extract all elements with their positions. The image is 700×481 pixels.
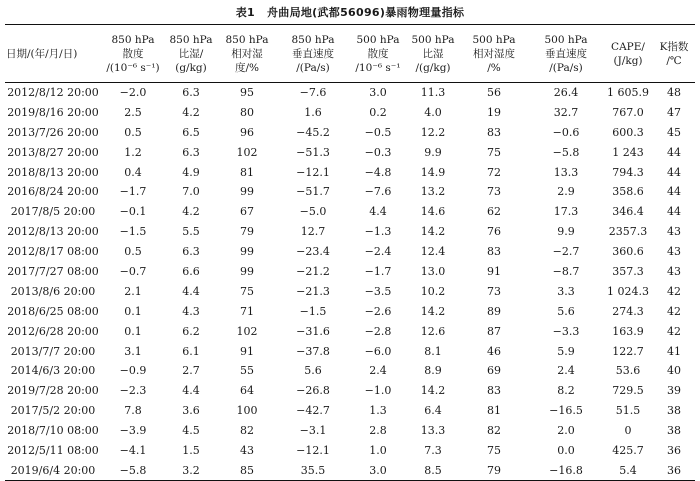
cell-850-vertical-velocity: −26.8 xyxy=(296,384,330,398)
cell-500-divergence: 3.0 xyxy=(349,460,407,480)
cell-500-vertical-velocity: 0.0 xyxy=(557,443,575,457)
cell-500-divergence: −7.6 xyxy=(364,185,392,199)
cell-850-divergence: −0.1 xyxy=(119,205,147,219)
cell-500-relative-humidity: 89 xyxy=(487,304,501,318)
cell-850-relative-humidity: 43 xyxy=(240,443,254,457)
cell-500-divergence: −1.3 xyxy=(364,225,392,239)
cell-850-relative-humidity: 64 xyxy=(240,384,254,398)
cell-850-divergence: −4.1 xyxy=(119,443,147,457)
cell-500-relative-humidity: 82 xyxy=(487,424,501,438)
cell-cape: 274.3 xyxy=(612,304,644,318)
cell-cape: 163.9 xyxy=(612,324,644,338)
cell-500-divergence: 1.0 xyxy=(369,443,387,457)
cell-500-relative-humidity: 73 xyxy=(487,185,501,199)
cell-850-specific-humidity: 2.7 xyxy=(182,364,200,378)
cell-850-vertical-velocity: 35.5 xyxy=(277,460,349,480)
cell-cape: 0 xyxy=(624,424,632,438)
cell-cape: 346.4 xyxy=(612,205,644,219)
cell-date: 2013/8/6 20:00 xyxy=(10,284,96,298)
cell-500-divergence: −2.4 xyxy=(364,245,392,259)
cell-500-vertical-velocity: 17.3 xyxy=(553,205,579,219)
table-row xyxy=(5,242,695,262)
cell-850-divergence: 0.1 xyxy=(124,304,142,318)
cell-850-relative-humidity: 55 xyxy=(240,364,254,378)
cell-850-relative-humidity: 99 xyxy=(240,245,254,259)
cell-500-relative-humidity: 46 xyxy=(487,344,501,358)
cell-850-divergence: −1.5 xyxy=(119,225,147,239)
cell-500-divergence: 2.8 xyxy=(369,424,387,438)
cell-850-specific-humidity: 6.6 xyxy=(182,264,200,278)
header-line: /(g/kg) xyxy=(415,61,451,74)
cell-k-index: 38 xyxy=(667,404,681,418)
cell-850-relative-humidity: 91 xyxy=(240,344,254,358)
header-850-divergence xyxy=(101,25,165,83)
cell-k-index: 44 xyxy=(667,205,681,219)
header-line: 度/% xyxy=(234,61,259,74)
cell-850-relative-humidity: 95 xyxy=(240,86,254,100)
cell-date: 2017/8/5 20:00 xyxy=(10,205,96,219)
cell-500-vertical-velocity: 9.9 xyxy=(557,225,575,239)
header-500-relative-humidity xyxy=(459,25,529,83)
cell-k-index: 44 xyxy=(667,185,681,199)
cell-850-specific-humidity: 4.2 xyxy=(182,205,200,219)
header-line: 日期/(年/月/日) xyxy=(6,47,78,60)
indicator-table xyxy=(5,24,695,481)
cell-500-vertical-velocity: 5.9 xyxy=(557,344,575,358)
cell-500-vertical-velocity: 13.3 xyxy=(553,165,579,179)
cell-k-index: 36 xyxy=(653,460,695,480)
cell-k-index: 48 xyxy=(667,86,681,100)
cell-500-relative-humidity: 76 xyxy=(487,225,501,239)
cell-850-divergence: 3.1 xyxy=(124,344,142,358)
cell-k-index: 42 xyxy=(667,284,681,298)
cell-500-vertical-velocity: 32.7 xyxy=(553,105,579,119)
cell-500-specific-humidity: 8.1 xyxy=(424,344,442,358)
header-line: 比湿 xyxy=(422,47,444,60)
cell-850-vertical-velocity: −7.6 xyxy=(299,86,327,100)
cell-date: 2017/7/27 08:00 xyxy=(7,264,99,278)
cell-850-divergence: 0.1 xyxy=(124,324,142,338)
cell-date: 2017/5/2 20:00 xyxy=(10,404,96,418)
cell-500-vertical-velocity: 2.0 xyxy=(557,424,575,438)
table-title: 舟曲局地(武都56096)暴雨物理量指标 xyxy=(266,6,465,19)
header-850-vertical-velocity xyxy=(277,25,349,83)
cell-k-index: 44 xyxy=(667,165,681,179)
cell-850-vertical-velocity: −45.2 xyxy=(296,125,330,139)
table-row xyxy=(5,321,695,341)
header-line: 850 hPa xyxy=(169,33,213,46)
cell-850-relative-humidity: 75 xyxy=(240,284,254,298)
cell-cape: 729.5 xyxy=(612,384,644,398)
cell-850-specific-humidity: 4.4 xyxy=(182,284,200,298)
header-line: 比湿/ xyxy=(178,47,204,60)
cell-500-relative-humidity: 87 xyxy=(487,324,501,338)
header-line: 垂直速度 xyxy=(545,47,587,60)
header-line: K指数 xyxy=(659,40,689,53)
header-line: 相对湿 xyxy=(231,47,263,60)
cell-850-divergence: 7.8 xyxy=(124,404,142,418)
cell-500-specific-humidity: 14.9 xyxy=(420,165,446,179)
cell-500-vertical-velocity: −16.5 xyxy=(549,404,583,418)
cell-850-specific-humidity: 4.2 xyxy=(182,105,200,119)
cell-500-relative-humidity: 75 xyxy=(487,443,501,457)
cell-500-relative-humidity: 83 xyxy=(487,125,501,139)
table-row xyxy=(5,361,695,381)
cell-850-vertical-velocity: −31.6 xyxy=(296,324,330,338)
cell-500-vertical-velocity: 2.9 xyxy=(557,185,575,199)
cell-850-relative-humidity: 67 xyxy=(240,205,254,219)
cell-500-specific-humidity: 14.6 xyxy=(420,205,446,219)
cell-500-relative-humidity: 83 xyxy=(487,245,501,259)
cell-date: 2012/5/11 08:00 xyxy=(7,443,99,457)
table-row xyxy=(5,122,695,142)
cell-850-vertical-velocity: −3.1 xyxy=(299,424,327,438)
cell-850-vertical-velocity: −12.1 xyxy=(296,443,330,457)
cell-850-vertical-velocity: −37.8 xyxy=(296,344,330,358)
cell-500-vertical-velocity: −8.7 xyxy=(552,264,580,278)
header-line: 散度 xyxy=(367,47,389,60)
cell-cape: 5.4 xyxy=(603,460,653,480)
cell-500-divergence: 1.3 xyxy=(369,404,387,418)
cell-500-vertical-velocity: −16.8 xyxy=(529,460,603,480)
cell-500-divergence: −1.0 xyxy=(364,384,392,398)
table-row xyxy=(5,441,695,461)
cell-k-index: 44 xyxy=(667,145,681,159)
cell-850-divergence: −3.9 xyxy=(119,424,147,438)
cell-850-relative-humidity: 100 xyxy=(236,404,258,418)
cell-850-specific-humidity: 6.3 xyxy=(182,86,200,100)
cell-850-divergence: 0.5 xyxy=(124,245,142,259)
cell-850-specific-humidity: 6.3 xyxy=(182,245,200,259)
cell-date: 2012/8/12 20:00 xyxy=(7,86,99,100)
cell-850-vertical-velocity: −21.3 xyxy=(296,284,330,298)
cell-850-divergence: −2.3 xyxy=(119,384,147,398)
cell-500-specific-humidity: 8.9 xyxy=(424,364,442,378)
cell-500-specific-humidity: 13.3 xyxy=(420,424,446,438)
cell-500-specific-humidity: 6.4 xyxy=(424,404,442,418)
header-line: 500 hPa xyxy=(356,33,400,46)
table-row xyxy=(5,460,695,480)
cell-500-specific-humidity: 14.2 xyxy=(420,304,446,318)
header-line: /10⁻⁶ s⁻¹ xyxy=(355,61,401,74)
cell-cape: 53.6 xyxy=(615,364,641,378)
cell-500-specific-humidity: 12.6 xyxy=(420,324,446,338)
cell-cape: 357.3 xyxy=(612,264,644,278)
header-line: CAPE/ xyxy=(611,40,645,53)
table-row xyxy=(5,262,695,282)
cell-500-specific-humidity: 8.5 xyxy=(407,460,459,480)
cell-500-relative-humidity: 56 xyxy=(487,86,501,100)
cell-cape: 358.6 xyxy=(612,185,644,199)
cell-850-specific-humidity: 6.2 xyxy=(182,324,200,338)
table-row xyxy=(5,182,695,202)
cell-cape: 51.5 xyxy=(615,404,641,418)
table-row xyxy=(5,102,695,122)
cell-850-divergence: 1.2 xyxy=(124,145,142,159)
cell-500-relative-humidity: 91 xyxy=(487,264,501,278)
header-line: 500 hPa xyxy=(411,33,455,46)
cell-date: 2019/8/16 20:00 xyxy=(7,105,99,119)
cell-k-index: 45 xyxy=(667,125,681,139)
cell-850-relative-humidity: 99 xyxy=(240,185,254,199)
table-row xyxy=(5,162,695,182)
table-row xyxy=(5,83,695,103)
table-row xyxy=(5,381,695,401)
table-row xyxy=(5,401,695,421)
cell-850-specific-humidity: 1.5 xyxy=(182,443,200,457)
cell-500-divergence: 2.4 xyxy=(369,364,387,378)
table-row xyxy=(5,202,695,222)
cell-850-specific-humidity: 6.1 xyxy=(182,344,200,358)
header-line: /(10⁻⁶ s⁻¹) xyxy=(106,61,160,74)
cell-850-divergence: −0.7 xyxy=(119,264,147,278)
cell-850-relative-humidity: 102 xyxy=(236,145,258,159)
cell-850-relative-humidity: 80 xyxy=(240,105,254,119)
table-row xyxy=(5,421,695,441)
cell-850-relative-humidity: 79 xyxy=(240,225,254,239)
cell-date: 2013/7/26 20:00 xyxy=(7,125,99,139)
cell-500-relative-humidity: 79 xyxy=(459,460,529,480)
cell-850-specific-humidity: 5.5 xyxy=(182,225,200,239)
cell-500-specific-humidity: 11.3 xyxy=(420,86,446,100)
header-line: 垂直速度 xyxy=(292,47,334,60)
table-caption xyxy=(5,4,695,22)
cell-date: 2018/7/10 08:00 xyxy=(7,424,99,438)
header-line: (g/kg) xyxy=(175,61,207,74)
cell-500-divergence: 3.0 xyxy=(369,86,387,100)
cell-500-vertical-velocity: 3.3 xyxy=(557,284,575,298)
cell-500-vertical-velocity: −0.6 xyxy=(552,125,580,139)
cell-k-index: 43 xyxy=(667,245,681,259)
header-line: 500 hPa xyxy=(472,33,516,46)
cell-500-divergence: −6.0 xyxy=(364,344,392,358)
cell-500-vertical-velocity: −2.7 xyxy=(552,245,580,259)
header-k-index xyxy=(653,25,695,83)
table-row xyxy=(5,341,695,361)
cell-850-specific-humidity: 4.9 xyxy=(182,165,200,179)
cell-date: 2012/8/13 20:00 xyxy=(7,225,99,239)
cell-k-index: 41 xyxy=(667,344,681,358)
cell-500-relative-humidity: 83 xyxy=(487,384,501,398)
cell-500-vertical-velocity: 26.4 xyxy=(553,86,579,100)
header-line: 850 hPa xyxy=(111,33,155,46)
cell-850-vertical-velocity: −23.4 xyxy=(296,245,330,259)
cell-500-relative-humidity: 72 xyxy=(487,165,501,179)
cell-cape: 360.6 xyxy=(612,245,644,259)
cell-850-divergence: −0.9 xyxy=(119,364,147,378)
cell-500-divergence: −0.3 xyxy=(364,145,392,159)
cell-850-divergence: 0.4 xyxy=(124,165,142,179)
cell-500-relative-humidity: 69 xyxy=(487,364,501,378)
cell-850-vertical-velocity: −5.0 xyxy=(299,205,327,219)
cell-500-vertical-velocity: 8.2 xyxy=(557,384,575,398)
cell-k-index: 40 xyxy=(667,364,681,378)
cell-k-index: 38 xyxy=(667,424,681,438)
header-500-divergence xyxy=(349,25,407,83)
cell-500-divergence: −1.7 xyxy=(364,264,392,278)
header-date xyxy=(5,25,101,83)
header-line: (J/kg) xyxy=(613,54,643,67)
table-row xyxy=(5,281,695,301)
table-row xyxy=(5,301,695,321)
cell-500-divergence: 4.4 xyxy=(369,205,387,219)
cell-500-vertical-velocity: −3.3 xyxy=(552,324,580,338)
cell-date: 2014/6/3 20:00 xyxy=(10,364,96,378)
cell-500-vertical-velocity: 2.4 xyxy=(557,364,575,378)
cell-cape: 2357.3 xyxy=(608,225,648,239)
cell-cape: 1 024.3 xyxy=(607,284,649,298)
cell-850-divergence: 2.5 xyxy=(124,105,142,119)
cell-date: 2019/6/4 20:00 xyxy=(5,460,101,480)
cell-date: 2012/8/17 08:00 xyxy=(7,245,99,259)
cell-k-index: 43 xyxy=(667,264,681,278)
header-cape xyxy=(603,25,653,83)
cell-k-index: 43 xyxy=(667,225,681,239)
header-line: 850 hPa xyxy=(291,33,335,46)
cell-850-vertical-velocity: 12.7 xyxy=(300,225,326,239)
cell-500-specific-humidity: 9.9 xyxy=(424,145,442,159)
cell-500-relative-humidity: 62 xyxy=(487,205,501,219)
header-line: /% xyxy=(487,61,501,74)
header-line: 相对湿度 xyxy=(473,47,515,60)
table-header-row xyxy=(5,25,695,83)
cell-850-relative-humidity: 96 xyxy=(240,125,254,139)
cell-850-relative-humidity: 99 xyxy=(240,264,254,278)
cell-850-divergence: −1.7 xyxy=(119,185,147,199)
cell-k-index: 42 xyxy=(667,304,681,318)
table-body xyxy=(5,83,695,481)
cell-500-specific-humidity: 12.2 xyxy=(420,125,446,139)
cell-500-relative-humidity: 19 xyxy=(487,105,501,119)
cell-500-specific-humidity: 4.0 xyxy=(424,105,442,119)
cell-500-divergence: −4.8 xyxy=(364,165,392,179)
cell-date: 2012/6/28 20:00 xyxy=(7,324,99,338)
cell-850-specific-humidity: 4.5 xyxy=(182,424,200,438)
table-row xyxy=(5,142,695,162)
cell-500-relative-humidity: 73 xyxy=(487,284,501,298)
cell-cape: 600.3 xyxy=(612,125,644,139)
header-line: /℃ xyxy=(666,54,682,67)
table-row xyxy=(5,222,695,242)
header-line: /(Pa/s) xyxy=(549,61,583,74)
cell-850-relative-humidity: 102 xyxy=(236,324,258,338)
cell-cape: 794.3 xyxy=(612,165,644,179)
cell-500-specific-humidity: 14.2 xyxy=(420,225,446,239)
cell-500-divergence: −2.6 xyxy=(364,304,392,318)
cell-850-vertical-velocity: −12.1 xyxy=(296,165,330,179)
cell-850-specific-humidity: 4.3 xyxy=(182,304,200,318)
cell-850-divergence: 0.5 xyxy=(124,125,142,139)
cell-date: 2018/8/13 20:00 xyxy=(7,165,99,179)
cell-k-index: 42 xyxy=(667,324,681,338)
header-line: /(Pa/s) xyxy=(296,61,330,74)
cell-date: 2013/7/7 20:00 xyxy=(10,344,96,358)
header-line: 500 hPa xyxy=(544,33,588,46)
header-850-specific-humidity xyxy=(165,25,217,83)
cell-850-specific-humidity: 6.3 xyxy=(182,145,200,159)
cell-cape: 122.7 xyxy=(612,344,644,358)
cell-850-relative-humidity: 82 xyxy=(240,424,254,438)
cell-date: 2016/8/24 20:00 xyxy=(7,185,99,199)
header-500-specific-humidity xyxy=(407,25,459,83)
cell-850-divergence: −5.8 xyxy=(101,460,165,480)
cell-500-specific-humidity: 7.3 xyxy=(424,443,442,457)
cell-850-specific-humidity: 3.6 xyxy=(182,404,200,418)
cell-850-divergence: 2.1 xyxy=(124,284,142,298)
cell-850-vertical-velocity: −21.2 xyxy=(296,264,330,278)
cell-850-vertical-velocity: −1.5 xyxy=(299,304,327,318)
cell-k-index: 36 xyxy=(667,443,681,457)
cell-500-vertical-velocity: −5.8 xyxy=(552,145,580,159)
cell-500-specific-humidity: 13.0 xyxy=(420,264,446,278)
cell-850-relative-humidity: 71 xyxy=(240,304,254,318)
cell-850-specific-humidity: 7.0 xyxy=(182,185,200,199)
cell-850-relative-humidity: 85 xyxy=(217,460,277,480)
header-850-relative-humidity xyxy=(217,25,277,83)
cell-850-vertical-velocity: 5.6 xyxy=(304,364,322,378)
cell-850-vertical-velocity: −51.7 xyxy=(296,185,330,199)
cell-850-specific-humidity: 3.2 xyxy=(165,460,217,480)
cell-500-divergence: 0.2 xyxy=(369,105,387,119)
cell-cape: 767.0 xyxy=(612,105,644,119)
cell-500-specific-humidity: 10.2 xyxy=(420,284,446,298)
cell-k-index: 47 xyxy=(667,105,681,119)
cell-850-vertical-velocity: 1.6 xyxy=(304,105,322,119)
header-500-vertical-velocity xyxy=(529,25,603,83)
cell-date: 2013/8/27 20:00 xyxy=(7,145,99,159)
cell-850-specific-humidity: 4.4 xyxy=(182,384,200,398)
cell-500-specific-humidity: 13.2 xyxy=(420,185,446,199)
table-number: 表1 xyxy=(235,6,255,19)
cell-500-specific-humidity: 12.4 xyxy=(420,245,446,259)
cell-500-relative-humidity: 81 xyxy=(487,404,501,418)
cell-850-specific-humidity: 6.5 xyxy=(182,125,200,139)
cell-500-divergence: −0.5 xyxy=(364,125,392,139)
cell-500-specific-humidity: 14.2 xyxy=(420,384,446,398)
cell-500-relative-humidity: 75 xyxy=(487,145,501,159)
cell-500-divergence: −2.8 xyxy=(364,324,392,338)
cell-date: 2019/7/28 20:00 xyxy=(7,384,99,398)
cell-cape: 1 243 xyxy=(612,145,644,159)
cell-850-vertical-velocity: −42.7 xyxy=(296,404,330,418)
cell-500-vertical-velocity: 5.6 xyxy=(557,304,575,318)
cell-cape: 1 605.9 xyxy=(607,86,649,100)
cell-k-index: 39 xyxy=(667,384,681,398)
cell-cape: 425.7 xyxy=(612,443,644,457)
cell-date: 2018/6/25 08:00 xyxy=(7,304,99,318)
header-line: 850 hPa xyxy=(225,33,269,46)
cell-850-divergence: −2.0 xyxy=(119,86,147,100)
cell-850-relative-humidity: 81 xyxy=(240,165,254,179)
cell-500-divergence: −3.5 xyxy=(364,284,392,298)
cell-850-vertical-velocity: −51.3 xyxy=(296,145,330,159)
header-line: 散度 xyxy=(122,47,144,60)
